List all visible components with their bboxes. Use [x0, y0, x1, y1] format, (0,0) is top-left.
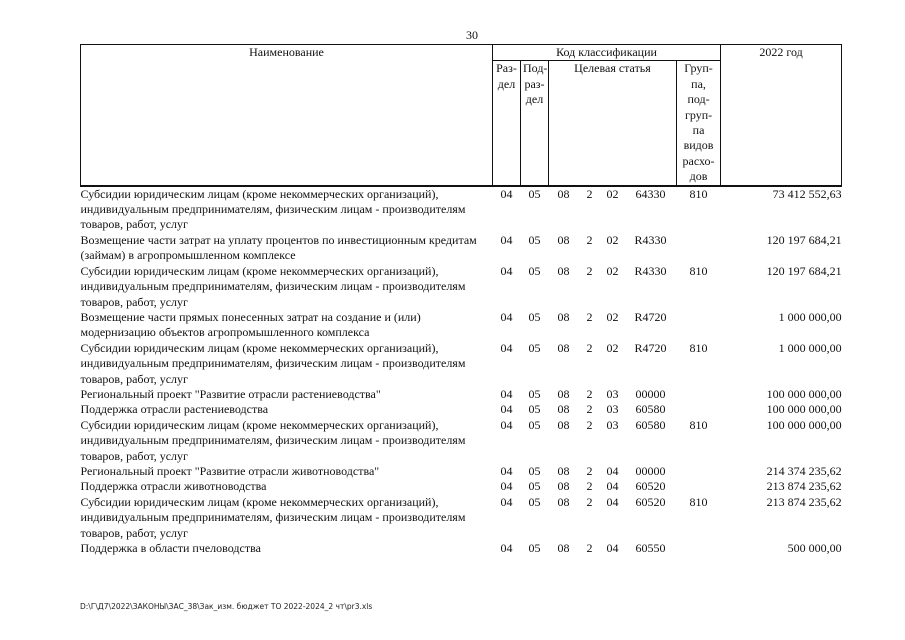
row-program: 08	[557, 479, 570, 494]
row-program: 08	[557, 263, 570, 278]
row-subprogram: 03	[606, 386, 619, 401]
row-expense-group	[677, 310, 721, 341]
row-name: Поддержка в области пчеловодства	[80, 541, 261, 555]
row-subsection: 05	[528, 541, 541, 555]
row-direction: 00000	[635, 386, 666, 401]
row-amount: 120 197 684,21	[766, 232, 842, 247]
row-subsection: 05	[528, 340, 541, 355]
row-subsection: 05	[528, 463, 541, 478]
row-section: 04	[500, 309, 513, 324]
row-subprogram: 02	[606, 232, 619, 247]
page-number: 30	[466, 28, 478, 42]
row-subsection: 05	[528, 309, 541, 324]
row-subsection: 05	[528, 263, 541, 278]
row-amount: 500 000,00	[787, 541, 842, 555]
row-section: 04	[500, 263, 513, 278]
row-subsection: 05	[528, 479, 541, 494]
row-expense-group: 810	[689, 186, 708, 201]
row-subsection: 05	[528, 186, 541, 201]
row-amount: 100 000 000,00	[766, 417, 842, 432]
row-subsection: 05	[528, 417, 541, 432]
row-section: 04	[500, 494, 513, 509]
row-direction: R4720	[634, 309, 667, 324]
table-row	[81, 402, 842, 417]
row-section: 04	[500, 340, 513, 355]
table-row	[81, 233, 842, 264]
header-target-article: Целевая статья	[549, 61, 677, 186]
table-body	[81, 186, 842, 557]
row-program: 08	[557, 417, 570, 432]
row-direction: 00000	[635, 463, 666, 478]
row-program: 08	[557, 494, 570, 509]
row-subprogram: 02	[606, 340, 619, 355]
table-row	[81, 541, 842, 556]
row-section: 04	[500, 186, 513, 201]
row-subprogram-type: 2	[586, 417, 593, 432]
row-program: 08	[557, 232, 570, 247]
row-program: 08	[557, 402, 570, 417]
row-name: Субсидии юридическим лицам (кроме некоммерческих организаций), индивидуальным предпринимателям, физическим лицам - производителям товаров, работ, услуг	[80, 417, 466, 463]
row-program: 08	[557, 340, 570, 355]
row-name: Поддержка отрасли животноводства	[80, 479, 267, 494]
row-subprogram-type: 2	[586, 494, 593, 509]
header-year: 2022 год	[721, 45, 842, 186]
row-direction: 60550	[635, 541, 666, 555]
row-expense-group	[677, 479, 721, 494]
row-amount: 213 874 235,62	[766, 479, 842, 494]
header-subsection: Под- раз- дел	[521, 61, 549, 186]
table-row	[81, 264, 842, 310]
table-row	[81, 341, 842, 387]
table-row	[81, 464, 842, 479]
row-name: Региональный проект "Развитие отрасли растениеводства"	[80, 386, 381, 401]
table-row	[81, 418, 842, 464]
row-subsection: 05	[528, 232, 541, 247]
row-subprogram: 04	[606, 479, 619, 494]
row-direction: R4720	[634, 340, 667, 355]
row-amount: 100 000 000,00	[766, 402, 842, 417]
row-name: Региональный проект "Развитие отрасли животноводства"	[80, 463, 380, 478]
row-name: Субсидии юридическим лицам (кроме некоммерческих организаций), индивидуальным предпринимателям, физическим лицам - производителям товаров, работ, услуг	[80, 340, 466, 386]
row-subsection: 05	[528, 386, 541, 401]
row-amount: 213 874 235,62	[766, 494, 842, 509]
row-subprogram: 03	[606, 402, 619, 417]
row-subprogram-type: 2	[586, 186, 593, 201]
row-expense-group	[677, 387, 721, 402]
table-row	[81, 310, 842, 341]
row-section: 04	[500, 386, 513, 401]
row-section: 04	[500, 417, 513, 432]
row-subprogram-type: 2	[586, 309, 593, 324]
row-expense-group: 810	[689, 494, 708, 509]
row-subprogram: 02	[606, 263, 619, 278]
row-subprogram-type: 2	[586, 463, 593, 478]
row-amount: 214 374 235,62	[766, 463, 842, 478]
row-expense-group	[677, 541, 721, 556]
row-subprogram: 02	[606, 186, 619, 201]
row-direction: 60580	[635, 402, 666, 417]
table-row	[81, 479, 842, 494]
row-program: 08	[557, 386, 570, 401]
row-expense-group: 810	[689, 417, 708, 432]
row-subprogram: 04	[606, 494, 619, 509]
file-path-footer: D:\Г\Д7\2022\ЗАКОНЫ\ЗАС_38\Зак_изм. бюджет ТО 2022-2024_2 чт\pr3.xls	[80, 602, 373, 611]
row-expense-group	[677, 233, 721, 264]
row-program: 08	[557, 186, 570, 201]
row-expense-group	[677, 464, 721, 479]
row-amount: 1 000 000,00	[778, 340, 842, 355]
header-section: Раз- дел	[493, 61, 521, 186]
row-subprogram-type: 2	[586, 340, 593, 355]
row-subprogram: 04	[606, 541, 619, 555]
row-subprogram: 02	[606, 309, 619, 324]
row-expense-group	[677, 402, 721, 417]
row-subprogram: 04	[606, 463, 619, 478]
row-section: 04	[500, 479, 513, 494]
row-section: 04	[500, 232, 513, 247]
header-row-top	[81, 45, 842, 61]
row-subsection: 05	[528, 494, 541, 509]
row-amount: 73 412 552,63	[772, 186, 842, 201]
table-row	[81, 495, 842, 541]
row-name: Возмещение части затрат на уплату процентов по инвестиционным кредитам (займам) в агропромышленном комплексе	[80, 232, 477, 263]
row-direction: 64330	[635, 186, 666, 201]
row-subprogram-type: 2	[586, 402, 593, 417]
row-subprogram-type: 2	[586, 541, 593, 555]
row-direction: 60580	[635, 417, 666, 432]
budget-table	[80, 44, 842, 556]
row-name: Возмещение части прямых понесенных затрат на создание и (или) модернизацию объектов агропромышленного комплекса	[80, 309, 421, 340]
row-direction: 60520	[635, 479, 666, 494]
row-direction: R4330	[634, 263, 667, 278]
row-amount: 1 000 000,00	[778, 309, 842, 324]
row-direction: 60520	[635, 494, 666, 509]
row-program: 08	[557, 463, 570, 478]
row-amount: 120 197 684,21	[766, 263, 842, 278]
table-row	[81, 387, 842, 402]
row-section: 04	[500, 463, 513, 478]
row-section: 04	[500, 402, 513, 417]
row-program: 08	[557, 309, 570, 324]
row-expense-group: 810	[689, 263, 708, 278]
row-subprogram-type: 2	[586, 263, 593, 278]
row-expense-group: 810	[689, 340, 708, 355]
row-subsection: 05	[528, 402, 541, 417]
row-name: Субсидии юридическим лицам (кроме некоммерческих организаций), индивидуальным предпринимателям, физическим лицам - производителям товаров, работ, услуг	[80, 494, 466, 540]
row-subprogram-type: 2	[586, 386, 593, 401]
row-subprogram-type: 2	[586, 232, 593, 247]
row-name: Поддержка отрасли растениеводства	[80, 402, 269, 417]
header-expense-group: Груп- па, под- груп- па видов расхо- дов	[677, 61, 721, 186]
header-name: Наименование	[81, 45, 493, 186]
row-program: 08	[557, 541, 570, 555]
header-classification: Код классификации	[493, 45, 721, 61]
row-subprogram: 03	[606, 417, 619, 432]
table-row	[81, 186, 842, 233]
row-name: Субсидии юридическим лицам (кроме некоммерческих организаций), индивидуальным предпринимателям, физическим лицам - производителям товаров, работ, услуг	[80, 263, 466, 309]
row-name: Субсидии юридическим лицам (кроме некоммерческих организаций), индивидуальным предпринимателям, физическим лицам - производителям товаров, работ, услуг	[80, 186, 466, 232]
row-amount: 100 000 000,00	[766, 386, 842, 401]
row-section: 04	[500, 541, 513, 555]
row-subprogram-type: 2	[586, 479, 593, 494]
row-direction: R4330	[634, 232, 667, 247]
